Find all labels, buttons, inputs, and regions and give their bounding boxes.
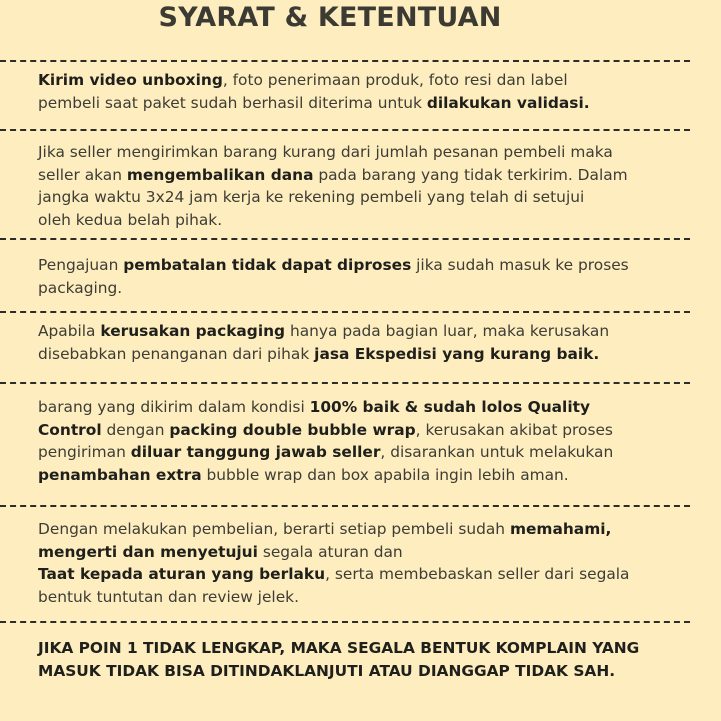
term-text: oleh kedua belah pihak. [38, 210, 223, 229]
divider [0, 382, 690, 384]
term-item-3 [38, 254, 693, 299]
term-line [38, 419, 693, 442]
term-line [38, 69, 693, 92]
divider [0, 238, 690, 240]
term-text: disebabkan penanganan dari pihak [38, 344, 315, 363]
divider [0, 311, 690, 313]
term-line [38, 164, 693, 187]
term-item-4 [38, 320, 693, 365]
term-line [38, 441, 693, 464]
term-text: hanya pada bagian luar, maka kerusakan [285, 322, 610, 340]
term-text-bold: memahami, [509, 520, 612, 538]
term-line [38, 277, 693, 300]
term-text: Dengan melakukan pembelian, berarti setiap pembeli sudah [38, 520, 510, 538]
term-text-bold: mengembalikan dana [126, 165, 314, 184]
term-line [38, 586, 693, 609]
term-text: pengiriman [38, 443, 131, 461]
term-line [38, 209, 693, 232]
term-text: Apabila [38, 322, 101, 340]
term-line [38, 254, 693, 277]
term-text: , disarankan untuk melakukan [380, 443, 614, 461]
term-line [38, 563, 693, 586]
term-text-bold: kerusakan packaging [100, 322, 286, 340]
term-text: bubble wrap dan box apabila ingin lebih aman. [201, 465, 569, 484]
term-line [38, 141, 693, 164]
term-text-bold: mengerti dan menyetujui [38, 542, 258, 561]
term-text-bold: pembatalan tidak dapat diproses [123, 256, 412, 274]
term-text: bentuk tuntutan dan review jelek. [38, 587, 299, 606]
term-text-bold: packing double bubble wrap [169, 420, 416, 439]
term-line [38, 518, 693, 541]
term-text-bold: diluar tanggung jawab seller [130, 443, 381, 461]
final-notice [38, 637, 693, 682]
term-line [38, 92, 693, 115]
term-text: Jika seller mengirimkan barang kurang dari jumlah pesanan pembeli maka [38, 143, 613, 161]
term-text: pada barang yang tidak terkirim. Dalam [313, 165, 628, 184]
term-text: barang yang dikirim dalam kondisi [38, 398, 310, 416]
divider [0, 60, 690, 62]
term-item-5 [38, 396, 693, 486]
term-text-bold: Kirim video unboxing [38, 71, 223, 89]
divider [0, 621, 690, 623]
term-text-bold: jasa Ekspedisi yang kurang baik. [314, 344, 600, 363]
term-text: , foto penerimaan produk, foto resi dan label [222, 71, 568, 89]
term-line [38, 541, 693, 564]
term-text: , kerusakan akibat proses [415, 420, 613, 439]
term-item-2 [38, 141, 693, 231]
term-line [38, 186, 693, 209]
term-line [38, 343, 693, 366]
term-text: , serta membebaskan seller dari segala [325, 565, 630, 583]
term-text: jika sudah masuk ke proses [411, 256, 629, 274]
term-text: pembeli saat paket sudah berhasil diterima untuk [38, 93, 427, 112]
final-notice-line: MASUK TIDAK BISA DITINDAKLANJUTI ATAU DIANGGAP TIDAK SAH. [38, 661, 616, 680]
term-text: jangka waktu 3x24 jam kerja ke rekening pembeli yang telah di setujui [38, 188, 585, 206]
term-item-1 [38, 69, 693, 114]
divider [0, 505, 690, 507]
term-line [38, 396, 693, 419]
final-notice-line: JIKA POIN 1 TIDAK LENGKAP, MAKA SEGALA BENTUK KOMPLAIN YANG [38, 639, 640, 657]
term-line [38, 464, 693, 487]
term-text-bold: penambahan extra [38, 465, 202, 484]
term-text-bold: dilakukan validasi. [426, 93, 590, 112]
term-line [38, 320, 693, 343]
term-text: packaging. [38, 278, 123, 297]
term-text: seller akan [38, 165, 127, 184]
term-text-bold: Taat kepada aturan yang berlaku [38, 565, 326, 583]
term-text: Pengajuan [38, 256, 124, 274]
page-title: SYARAT & KETENTUAN [158, 2, 502, 33]
divider [0, 129, 690, 131]
term-text: segala aturan dan [257, 542, 403, 561]
term-text-bold: Control [38, 420, 102, 439]
term-text: dengan [101, 420, 170, 439]
term-text-bold: 100% baik & sudah lolos Quality [309, 398, 591, 416]
term-item-6 [38, 518, 693, 608]
